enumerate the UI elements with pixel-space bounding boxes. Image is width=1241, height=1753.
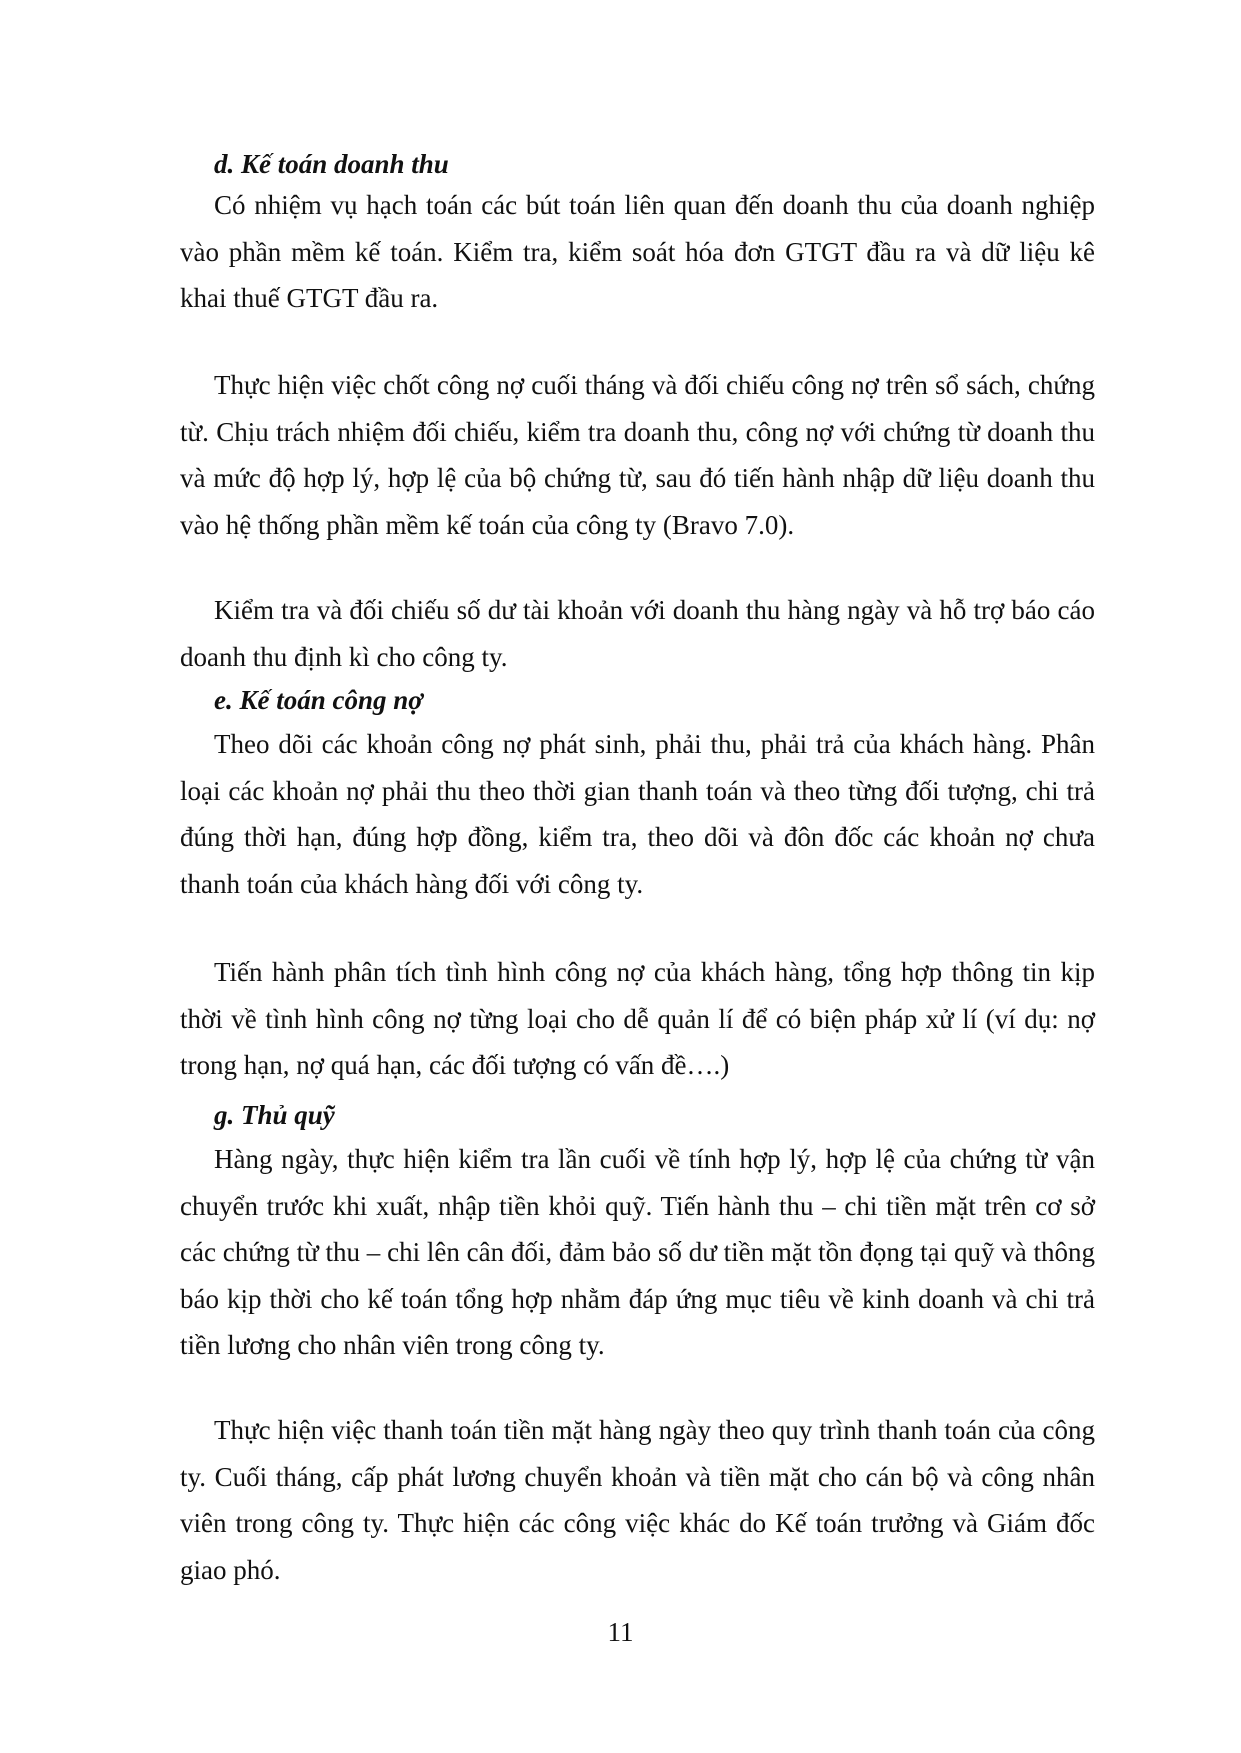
- section-heading-g: g. Thủ quỹ: [214, 1100, 335, 1130]
- page-number: 11: [607, 1617, 634, 1647]
- paragraph-g-2: Thực hiện việc thanh toán tiền mặt hàng ngày theo quy trình thanh toán của công ty. Cuối tháng, cấp phát lương chuyển khoản và tiền mặt cho cán bộ và công nhân viên trong công ty. Thực hiện các công việc khác do Kế toán trưởng và Giám đốc giao phó.: [180, 1415, 1095, 1585]
- paragraph-e-1: Theo dõi các khoản công nợ phát sinh, phải thu, phải trả của khách hàng. Phân loại các khoản nợ phải thu theo thời gian thanh toán và theo từng đối tượng, chi trả đúng thời hạn, đúng hợp đồng, kiểm tra, theo dõi và đôn đốc các khoản nợ chưa thanh toán của khách hàng đối với công ty.: [180, 729, 1095, 899]
- paragraph-d-3: Kiểm tra và đối chiếu số dư tài khoản với doanh thu hàng ngày và hỗ trợ báo cáo doanh thu định kì cho công ty.: [180, 595, 1095, 672]
- paragraph-d-1: Có nhiệm vụ hạch toán các bút toán liên quan đến doanh thu của doanh nghiệp vào phần mềm kế toán. Kiểm tra, kiểm soát hóa đơn GTGT đầu ra và dữ liệu kê khai thuế GTGT đầu ra.: [180, 190, 1095, 313]
- paragraph-d-2: Thực hiện việc chốt công nợ cuối tháng và đối chiếu công nợ trên sổ sách, chứng từ. Chịu trách nhiệm đối chiếu, kiểm tra doanh thu, công nợ với chứng từ doanh thu và mức độ hợp lý, hợp lệ của bộ chứng từ, sau đó tiến hành nhập dữ liệu doanh thu vào hệ thống phần mềm kế toán của công ty (Bravo 7.0).: [180, 370, 1095, 540]
- paragraph-e-2: Tiến hành phân tích tình hình công nợ của khách hàng, tổng hợp thông tin kịp thời về tình hình công nợ từng loại cho dễ quản lí để có biện pháp xử lí (ví dụ: nợ trong hạn, nợ quá hạn, các đối tượng có vấn đề….): [180, 957, 1095, 1080]
- paragraph-g-1: Hàng ngày, thực hiện kiểm tra lần cuối về tính hợp lý, hợp lệ của chứng từ vận chuyển trước khi xuất, nhập tiền khỏi quỹ. Tiến hành thu – chi tiền mặt trên cơ sở các chứng từ thu – chi lên cân đối, đảm bảo số dư tiền mặt tồn đọng tại quỹ và thông báo kịp thời cho kế toán tổng hợp nhằm đáp ứng mục tiêu về kinh doanh và chi trả tiền lương cho nhân viên trong công ty.: [180, 1144, 1095, 1360]
- section-heading-d: d. Kế toán doanh thu: [214, 149, 449, 179]
- section-heading-e: e. Kế toán công nợ: [214, 685, 423, 715]
